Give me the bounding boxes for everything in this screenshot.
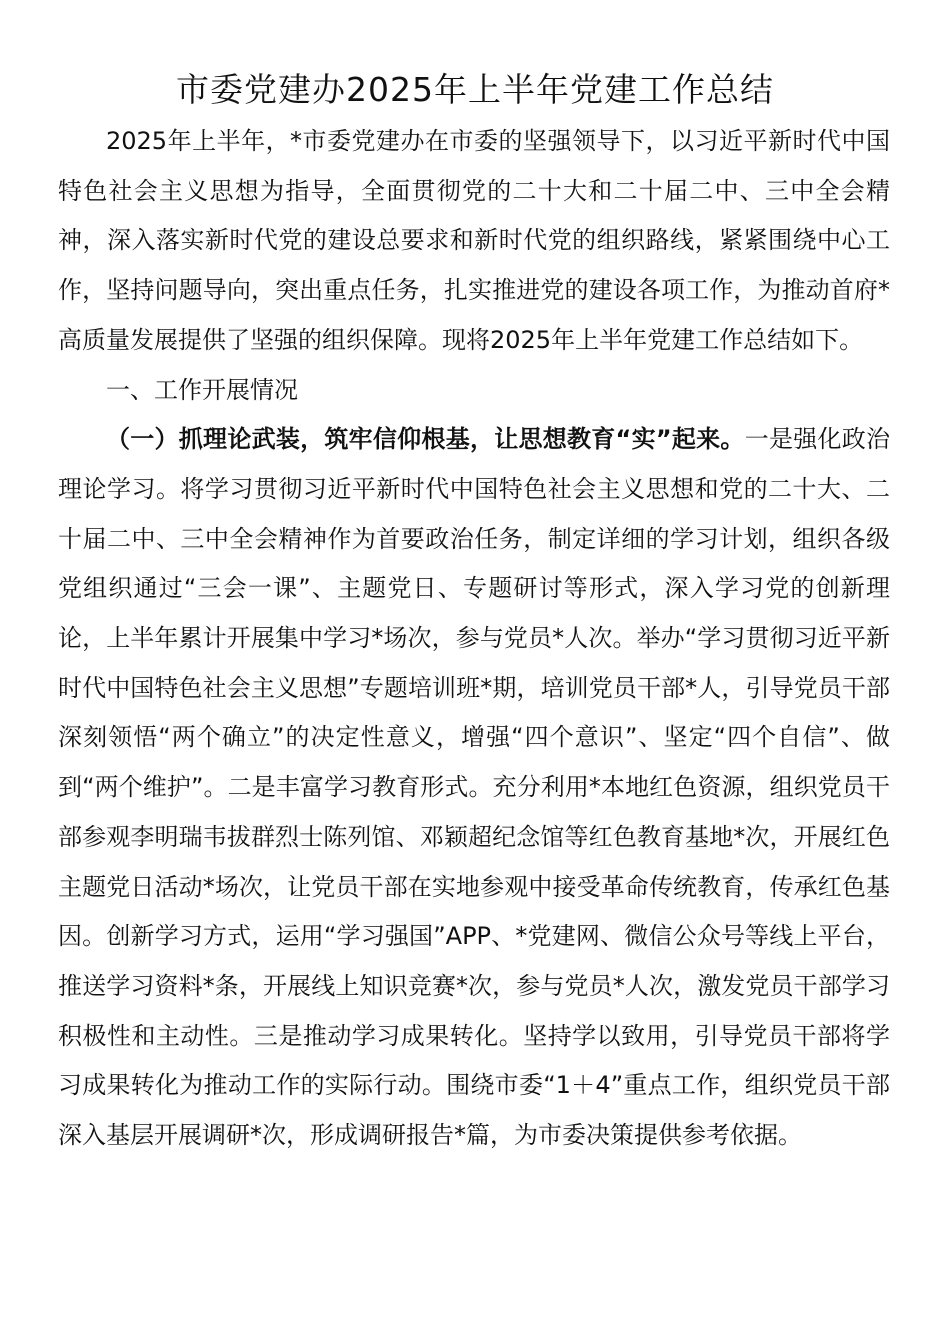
subsection-paragraph [58,415,890,1161]
document-body [58,117,890,1161]
section-heading: 一、工作开展情况 [106,375,298,404]
subsection-text: 一是强化政治理论学习。将学习贯彻习近平新时代中国特色社会主义思想和党的二十大、二十届二中、三中全会精神作为首要政治任务，制定详细的学习计划，组织各级党组织通过“三会一课”、主题党日、专题研讨等形式，深入学习党的创新理论，上半年累计开展集中学习*场次，参与党员*人次。举办“学习贯彻习近平新时代中国特色社会主义思想”专题培训班*期，培训党员干部*人，引导党员干部深刻领悟“两个确立”的决定性意义，增强“四个意识”、坚定“四个自信”、做到“两个维护”。二是丰富学习教育形式。充分利用*本地红色资源，组织党员干部参观李明瑞韦拔群烈士陈列馆、邓颖超纪念馆等红色教育基地*次，开展红色主题党日活动*场次，让党员干部在实地参观中接受革命传统教育，传承红色基因。创新学习方式，运用“学习强国”APP、*党建网、微信公众号等线上平台，推送学习资料*条，开展线上知识竞赛*次，参与党员*人次，激发党员干部学习积极性和主动性。三是推动学习成果转化。坚持学以致用，引导党员干部将学习成果转化为推动工作的实际行动。围绕市委“1＋4”重点工作，组织党员干部深入基层开展调研*次，形成调研报告*篇，为市委决策提供参考依据。 [58,425,891,1150]
intro-paragraph: 2025年上半年，*市委党建办在市委的坚强领导下，以习近平新时代中国特色社会主义思想为指导，全面贯彻党的二十大和二十届二中、三中全会精神，深入落实新时代党的建设总要求和新时代党的组织路线，紧紧围绕中心工作，坚持问题导向，突出重点任务，扎实推进党的建设各项工作，为推动首府*高质量发展提供了坚强的组织保障。现将2025年上半年党建工作总结如下。 [58,127,890,354]
subsection-bold-lead: （一）抓理论武装，筑牢信仰根基，让思想教育“实”起来。 [106,425,745,454]
document-title: 市委党建办2025年上半年党建工作总结 [176,70,774,109]
